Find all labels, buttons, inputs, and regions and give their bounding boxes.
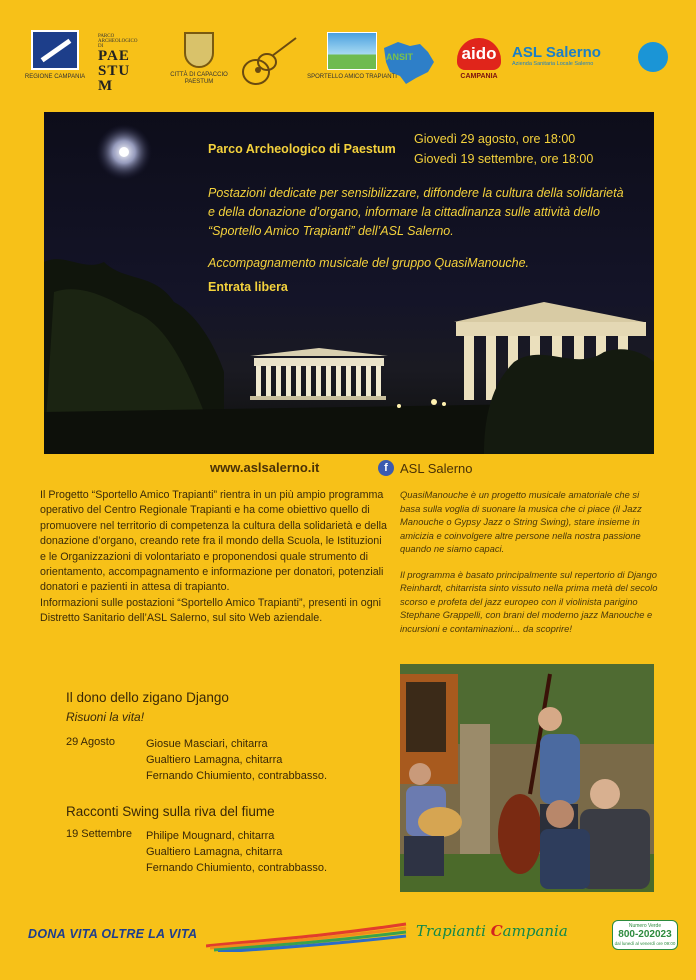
- guitar-logo-icon: [236, 32, 300, 92]
- aido-region: CAMPANIA: [460, 73, 498, 80]
- performer: Fernando Chiumiento, contrabbasso.: [146, 862, 327, 874]
- band-performance-image: [400, 664, 654, 892]
- project-description: [40, 488, 390, 627]
- brand-prefix: Trapianti: [416, 922, 491, 940]
- band-photo: [400, 664, 654, 892]
- performer: Philipe Mougnard, chitarra: [146, 830, 275, 842]
- performer: Fernando Chiumiento, contrabbasso.: [146, 770, 327, 782]
- brand-c: C: [490, 922, 503, 940]
- event-1-title: Il dono dello zigano Django: [66, 690, 229, 705]
- band-paragraph-2: Il programma è basato principalmente sul repertorio di Django Reinhardt, chitarrista sinto vissuto nella prima metà del secolo scorso e profeta del jazz europeo con il violinista parigino Stephane Grappelli, con brani del moderno jazz Manouche e incursioni e contaminazioni... da scoprire!: [400, 568, 658, 634]
- phone-number: 800-202023: [618, 929, 672, 940]
- event-free-entry: Entrata libera: [208, 280, 288, 294]
- parco-paestum-logo: [98, 34, 142, 94]
- asl-title: ASL Salerno: [512, 44, 601, 61]
- regione-label: REGIONE CAMPANIA: [24, 74, 86, 80]
- regione-shield-icon: [31, 30, 79, 70]
- event-1-lineup: [66, 736, 327, 784]
- campania-map-icon: [376, 38, 456, 88]
- asl-subtitle: Azienda Sanitaria Locale Salerno: [512, 61, 594, 67]
- facebook-label: ASL Salerno: [400, 460, 473, 476]
- trapianti-campania-brand: [416, 922, 568, 940]
- event-venue: Parco Archeologico di Paestum: [208, 142, 396, 156]
- paestum-big-label: PAE STU M: [98, 48, 131, 94]
- project-paragraph-1: Il Progetto “Sportello Amico Trapianti” rientra in un più ampio programma operativo del Centro Regionale Trapianti e ha come obiettivo quello di promuovere nel territorio di competenza la cultura della solidarietà e della donazione d’organo, creando rete fra il mondo della Scuola, le Istituzioni e le Organizzazioni di volontariato e proponendosi quale strumento di orientamento, accompagnamento e informazione per donatori, potenziali donatori e pazienti in attesa di trapianto.: [40, 489, 387, 594]
- website-link[interactable]: www.aslsalerno.it: [210, 460, 320, 475]
- rainbow-swoosh-icon: [206, 918, 414, 952]
- capaccio-label: CITTÀ DI CAPACCIO PAESTUM: [170, 72, 228, 85]
- event-date-1: Giovedì 29 agosto, ore 18:00: [414, 132, 576, 146]
- phone-label-top: Numero Verde: [628, 923, 662, 929]
- asl-salerno-logo: [512, 44, 660, 67]
- performer: Gualtiero Lamagna, chitarra: [146, 846, 283, 858]
- partner-logos: [24, 30, 674, 100]
- band-paragraph-1: QuasiManouche è un progetto musicale amatoriale che si basa sulla voglia di suonare la musica che ci piace (il Jazz Manouche o Gypsy Jazz o String Swing), stare insieme in amicizia e coinvolgere altre persone nella nostra passione quando ne siamo capaci.: [400, 489, 642, 555]
- svg-text:ANSIT: ANSIT: [386, 52, 413, 62]
- regione-campania-logo: [24, 30, 86, 92]
- project-paragraph-2: Informazioni sulle postazioni “Sportello Amico Trapianti”, presenti in ogni Distretto Sanitario dell’ASL Salerno, sul sito Web aziendale.: [40, 596, 381, 625]
- paestum-night-photo: [44, 112, 654, 454]
- brand-suffix: ampania: [502, 922, 568, 940]
- paestum-small-label: PARCO ARCHEOLOGICO DI: [98, 34, 138, 49]
- toll-free-number-badge: [612, 920, 678, 950]
- performer: Giosue Masciari, chitarra: [146, 738, 268, 750]
- asl-globe-icon: [638, 42, 668, 72]
- event-1-subtitle: Risuoni la vita!: [66, 710, 145, 724]
- capaccio-crest-icon: [184, 32, 214, 68]
- facebook-link[interactable]: [378, 460, 473, 476]
- event-description: Postazioni dedicate per sensibilizzare, diffondere la cultura della solidarietà e della donazione d’organo, informare la cittadinanza sulle attività dello “Sportello Amico Trapianti” dell’ASL Salerno.: [208, 186, 624, 238]
- band-description: [400, 488, 660, 635]
- aido-logo: [454, 38, 504, 80]
- event-2-performers: [146, 828, 327, 876]
- event-2-lineup: [66, 828, 327, 876]
- footer-slogan: DONA VITA OLTRE LA VITA: [28, 927, 198, 941]
- event-1-date: 29 Agosto: [66, 736, 115, 748]
- event-date-2: Giovedì 19 settembre, ore 18:00: [414, 152, 594, 166]
- event-2-date: 19 Settembre: [66, 828, 133, 840]
- event-1-performers: [146, 736, 327, 784]
- performer: Gualtiero Lamagna, chitarra: [146, 754, 283, 766]
- capaccio-logo: [162, 32, 236, 85]
- facebook-icon: f: [378, 460, 394, 476]
- sportello-image: [327, 32, 377, 70]
- aido-badge: aido: [457, 38, 501, 70]
- event-music-note: Accompagnamento musicale del gruppo QuasiManouche.: [208, 256, 530, 270]
- sportello-label: SPORTELLO AMICO TRAPIANTI: [307, 74, 397, 80]
- event-2-title: Racconti Swing sulla riva del fiume: [66, 804, 275, 819]
- phone-label-bottom: dal lunedì al venerdì ore 09:00: [614, 941, 676, 946]
